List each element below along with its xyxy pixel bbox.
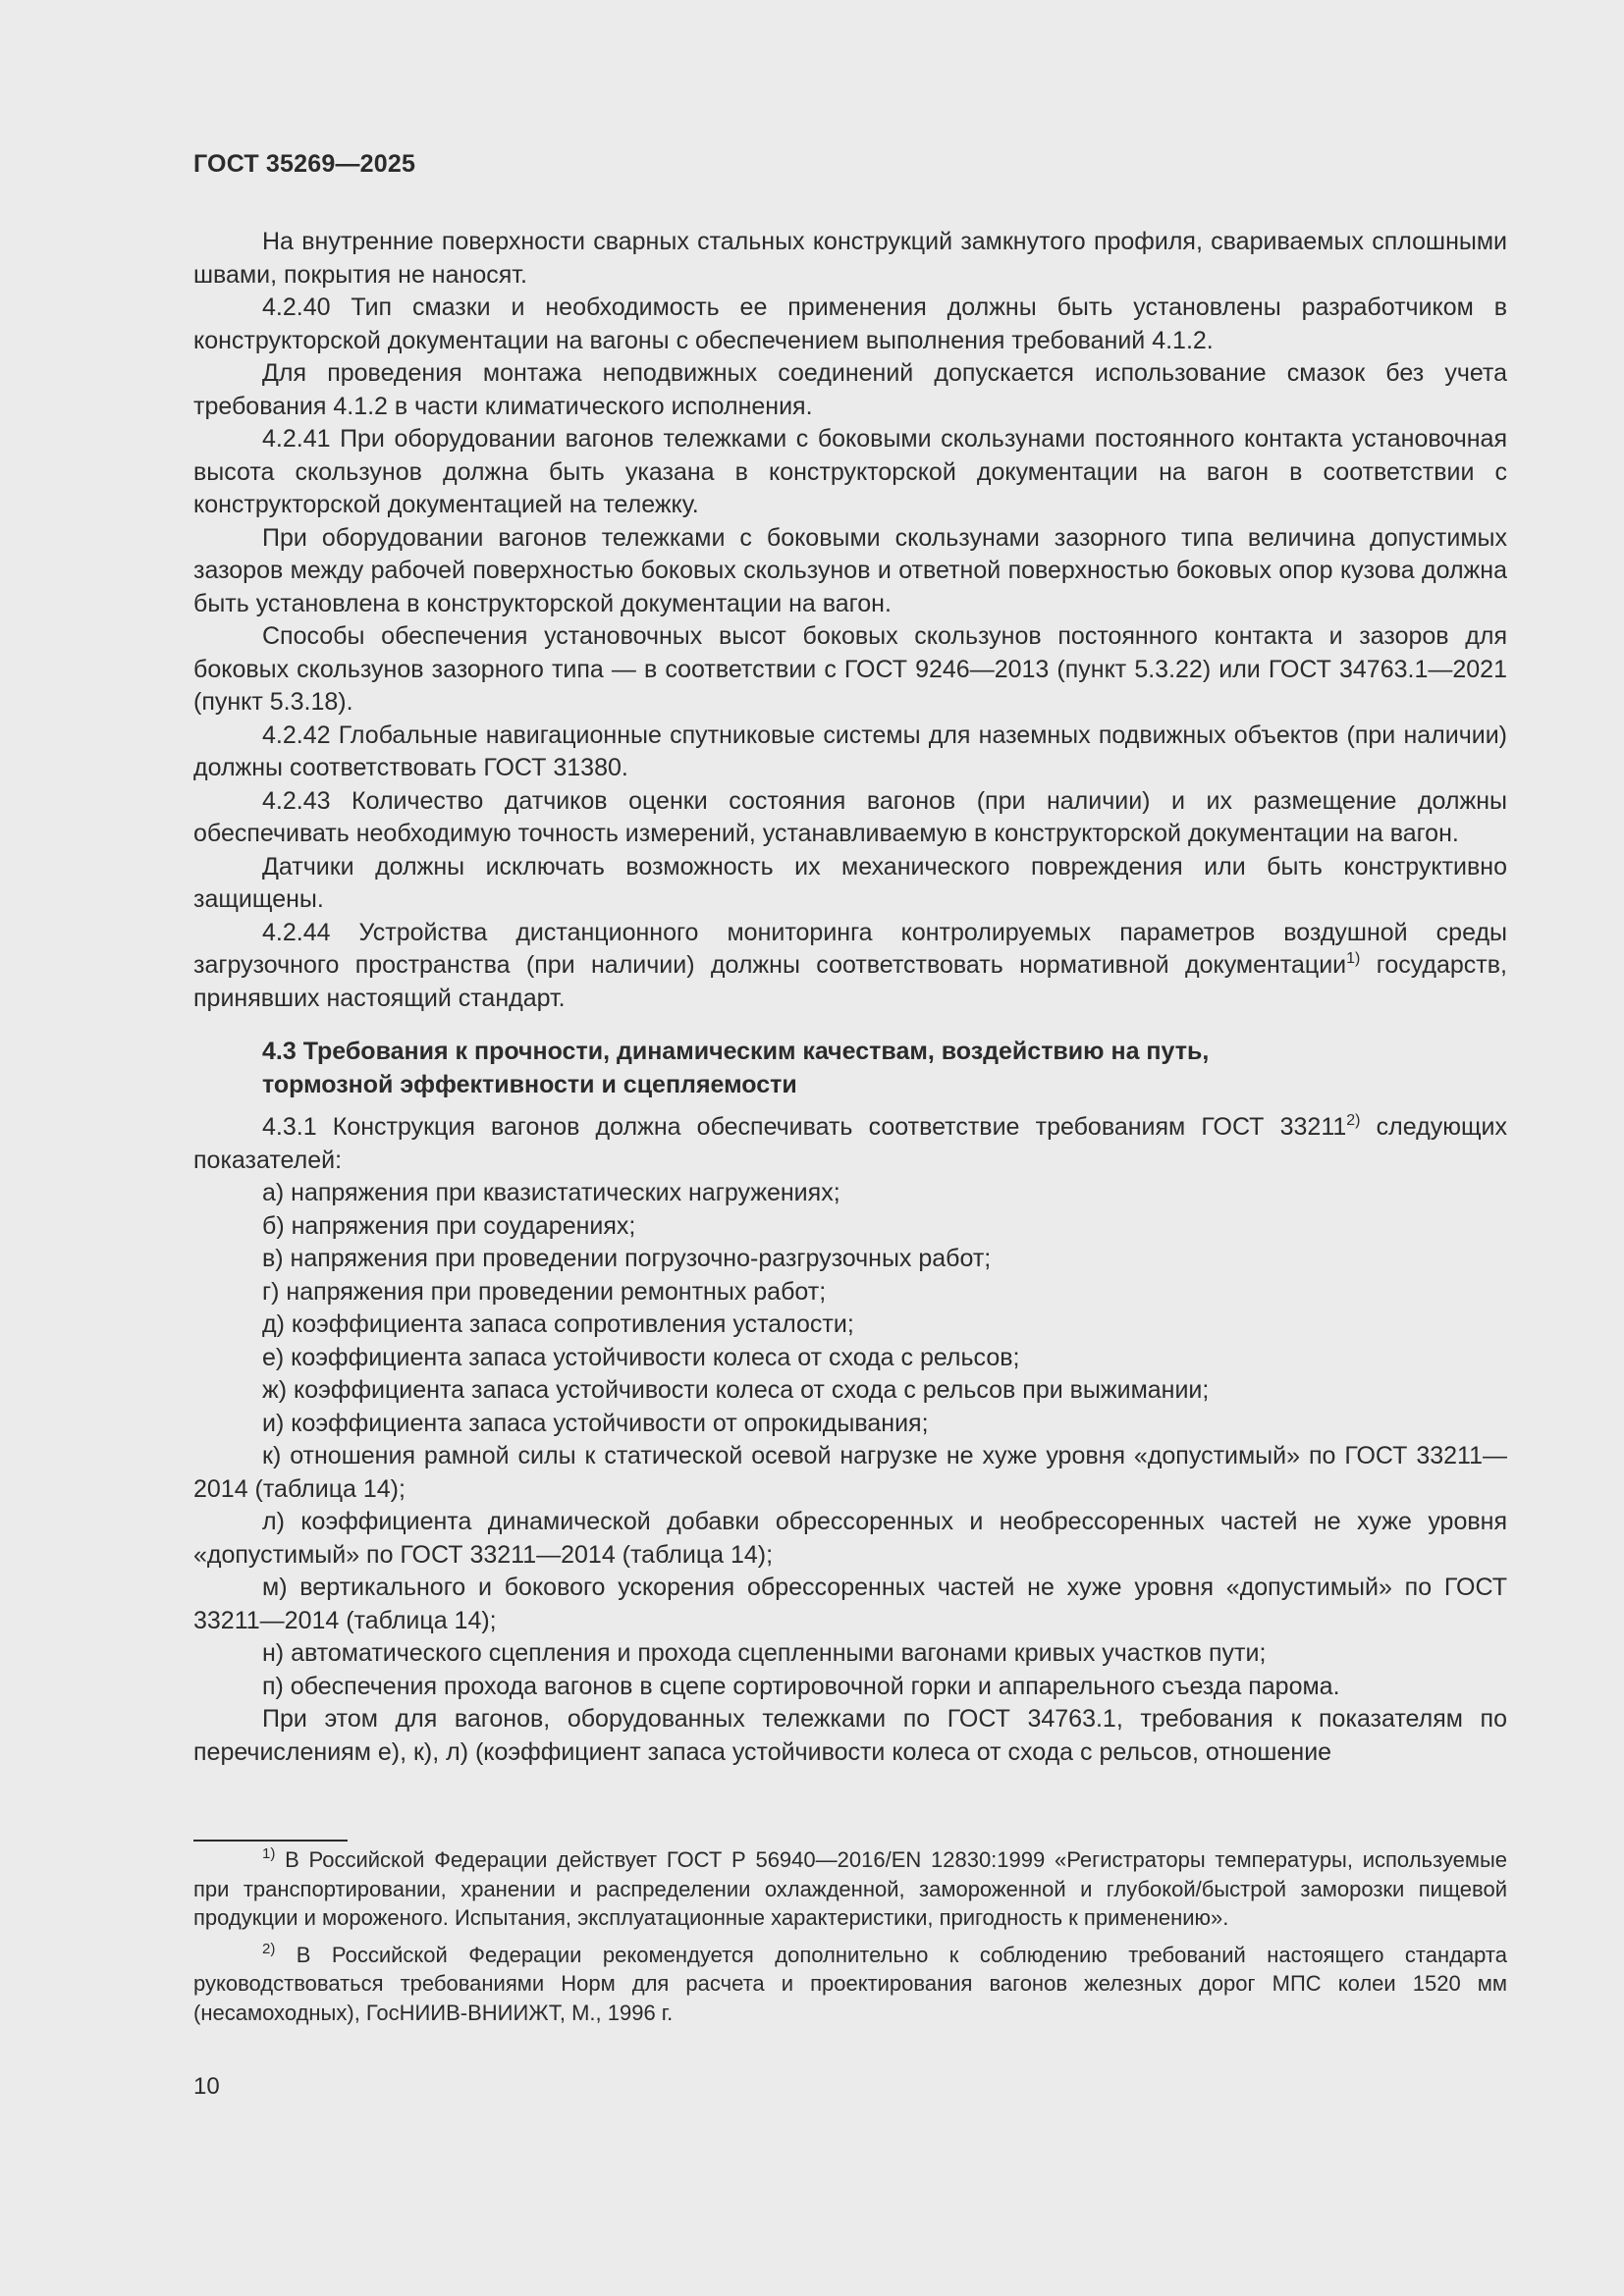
paragraph: При этом для вагонов, оборудованных тележками по ГОСТ 34763.1, требования к показателям по перечислениям е), к), л) (коэффициент запаса устойчивости колеса от схода с рельсов, отношение [193,1705,1507,1766]
footnote-ref-2[interactable]: 2) [1346,1112,1361,1129]
list-item: б) напряжения при соударениях; [262,1211,636,1240]
footnotes [193,1845,1507,2035]
footnote-1 [193,1845,1507,1933]
list-item: к) отношения рамной силы к статической осевой нагрузке не хуже уровня «допустимый» по ГОСТ 33211—2014 (таблица 14); [193,1442,1507,1503]
paragraph: 4.2.42 Глобальные навигационные спутниковые системы для наземных подвижных объектов (при наличии) должны соответствовать ГОСТ 31380. [193,721,1507,781]
paragraph: Способы обеспечения установочных высот боковых скользунов постоянного контакта и зазоров для боковых скользунов зазорного типа — в соответствии с ГОСТ 9246—2013 (пункт 5.3.22) или ГОСТ 34763.1—2021 (пункт 5.3.18). [193,622,1507,716]
paragraph: 4.2.41 При оборудовании вагонов тележками с боковыми скользунами постоянного контакта установочная высота скользунов должна быть указана в конструкторской документации на вагон в соответствии с конструкторской документацией на тележку. [193,425,1507,518]
paragraph-4-3-1 [193,1111,1507,1177]
document-page [193,0,1507,2296]
paragraph: Для проведения монтажа неподвижных соединений допускается использование смазок без учета требования 4.1.2 в части климатического исполнения. [193,359,1507,420]
page-number: 10 [193,2073,220,2100]
paragraph-text: 4.2.44 Устройства дистанционного мониторинга контролируемых параметров воздушной среды загрузочного пространства (при наличии) должны соответствовать нормативной документации [193,918,1507,979]
list-item: н) автоматического сцепления и прохода сцепленными вагонами кривых участков пути; [262,1639,1267,1667]
footnote-mark: 2) [262,1940,276,1957]
paragraph: На внутренние поверхности сварных стальных конструкций замкнутого профиля, свариваемых сплошными швами, покрытия не наносят. [193,228,1507,289]
list-item: г) напряжения при проведении ремонтных работ; [262,1277,827,1306]
paragraph: 4.2.40 Тип смазки и необходимость ее применения должны быть установлены разработчиком в конструкторской документации на вагоны с обеспечением выполнения требований 4.1.2. [193,294,1507,354]
list-item: в) напряжения при проведении погрузочно-разгрузочных работ; [262,1245,992,1272]
footnote-mark: 1) [262,1845,276,1862]
paragraph: Датчики должны исключать возможность их механического повреждения или быть конструктивно защищены. [193,852,1507,913]
paragraph-4-2-44 [193,917,1507,1016]
footnote-text: В Российской Федерации действует ГОСТ Р 56940—2016/EN 12830:1999 «Регистраторы температуры, используемые при транспортировании, хранении и распределении охлажденной, замороженной и глубокой/быстрой заморозки пищевой продукции и мороженого. Испытания, эксплуатационные характеристики, пригодность к применению». [193,1847,1507,1930]
heading-line: тормозной эффективности и сцепляемости [262,1071,797,1098]
document-body [193,226,1507,1769]
list-item: л) коэффициента динамической добавки обрессоренных и необрессоренных частей не хуже уровня «допустимый» по ГОСТ 33211—2014 (таблица 14); [193,1508,1507,1569]
paragraph: При оборудовании вагонов тележками с боковыми скользунами зазорного типа величина допустимых зазоров между рабочей поверхностью боковых скользунов и ответной поверхностью боковых опор кузова должна быть установлена в конструкторской документации на вагон. [193,523,1507,617]
document-code: ГОСТ 35269—2025 [193,150,416,178]
list-item: е) коэффициента запаса устойчивости колеса от схода с рельсов; [262,1343,1020,1371]
paragraph-text: следующих показателей: [193,1113,1507,1174]
footnote-separator [193,1840,348,1842]
list-item: п) обеспечения прохода вагонов в сцепе сортировочной горки и аппарельного съезда парома. [262,1672,1340,1700]
list-item: м) вертикального и бокового ускорения обрессоренных частей не хуже уровня «допустимый» по ГОСТ 33211—2014 (таблица 14); [193,1574,1507,1634]
list-item: д) коэффициента запаса сопротивления усталости; [262,1310,854,1338]
list-item: ж) коэффициента запаса устойчивости колеса от схода с рельсов при выжимании; [262,1376,1210,1404]
section-heading-4-3 [193,1035,1507,1101]
footnote-text: В Российской Федерации рекомендуется дополнительно к соблюдению требований настоящего стандарта руководствоваться требованиями Норм для расчета и проектирования вагонов железных дорог МПС колеи 1520 мм (несамоходных), ГосНИИВ-ВНИИЖТ, М., 1996 г. [193,1942,1507,2025]
paragraph-text: 4.3.1 Конструкция вагонов должна обеспечивать соответствие требованиям ГОСТ 33211 [262,1113,1347,1141]
footnote-2 [193,1941,1507,2028]
footnote-ref-1[interactable]: 1) [1346,950,1361,967]
heading-line: 4.3 Требования к прочности, динамическим качествам, воздействию на путь, [262,1038,1210,1065]
list-item: а) напряжения при квазистатических нагружениях; [262,1179,840,1206]
paragraph: 4.2.43 Количество датчиков оценки состояния вагонов (при наличии) и их размещение должны обеспечивать необходимую точность измерений, устанавливаемую в конструкторской документации на вагон. [193,786,1507,847]
paragraph-text: государств, принявших настоящий стандарт. [193,951,1507,1012]
list-item: и) коэффициента запаса устойчивости от опрокидывания; [262,1409,929,1437]
